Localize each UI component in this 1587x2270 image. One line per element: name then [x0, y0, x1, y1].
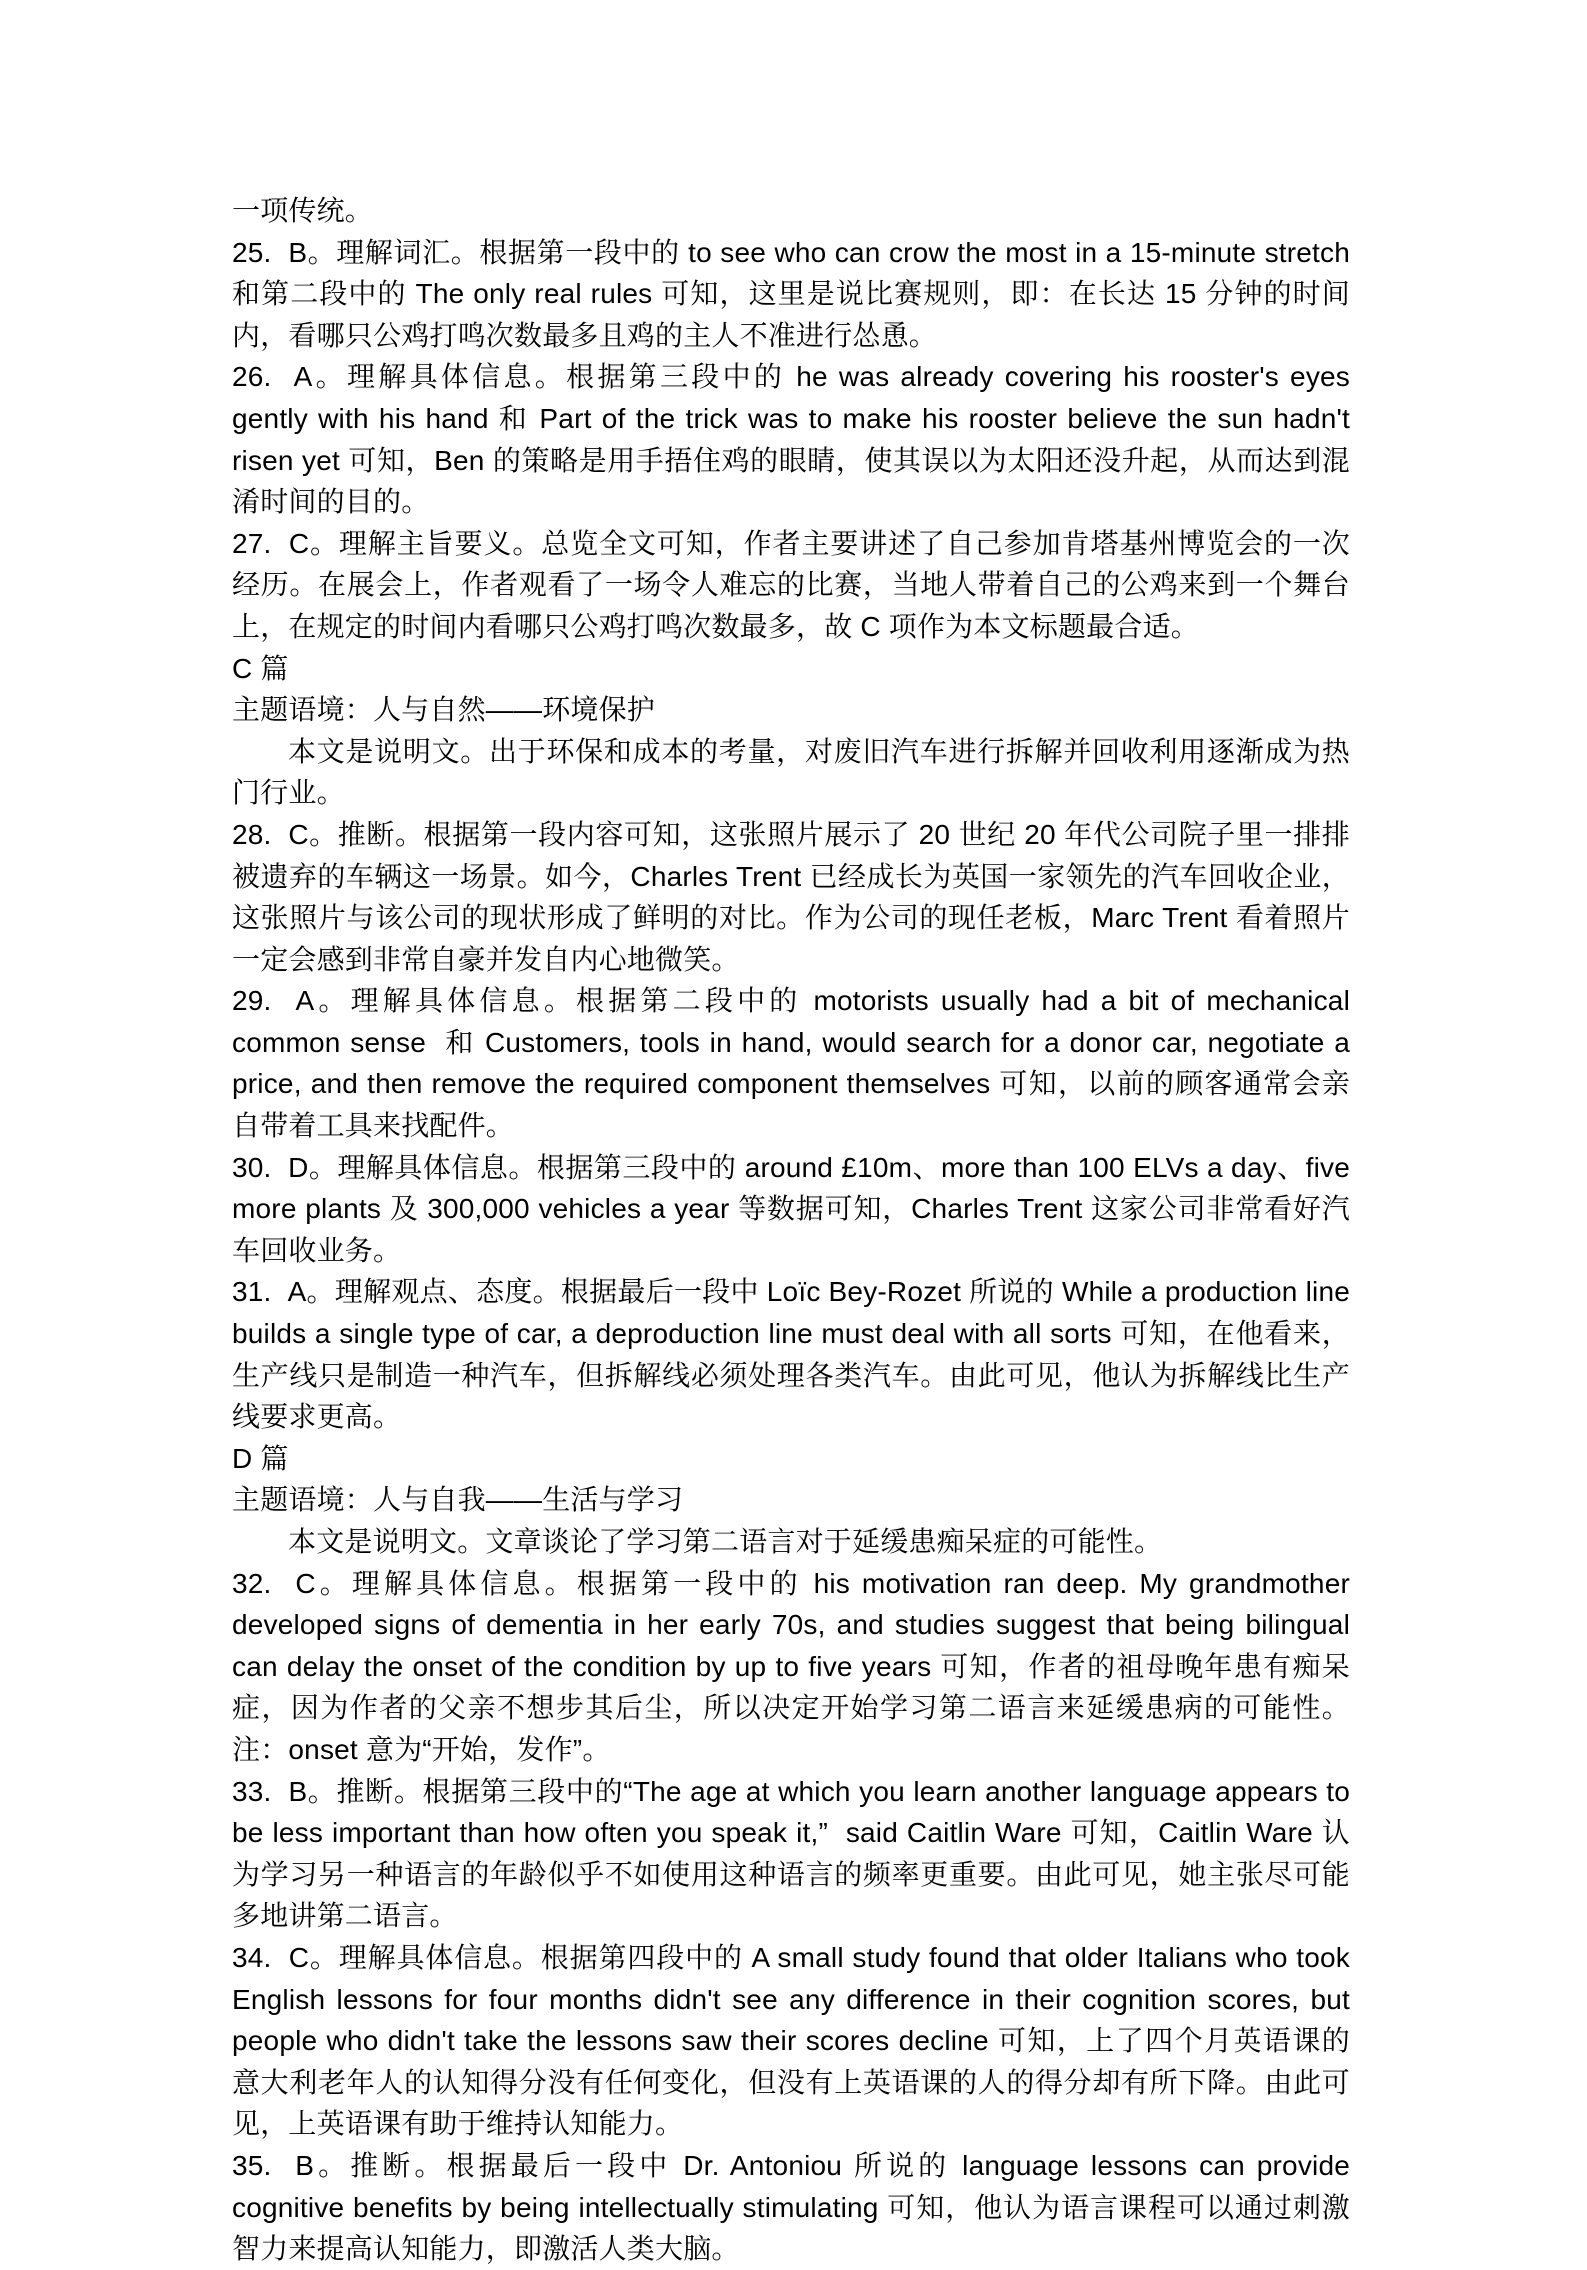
paragraph: 29. A。理解具体信息。根据第二段中的 motorists usually had a bit of mechanical common sense 和 Customers, tools in hand, would search for a donor car, negotiate a price, and then remove the required component themselves 可知，以前的顾客通常会亲自带着工具来找配件。	[232, 985, 1350, 1142]
paragraph: 本文是说明文。出于环保和成本的考量，对废旧汽车进行拆解并回收利用逐渐成为热门行业。	[232, 735, 1350, 809]
paragraph: 30. D。理解具体信息。根据第三段中的 around £10m、more than 100 ELVs a day、five more plants 及 300,000 vehicles a year 等数据可知，Charles Trent 这家公司非常看好汽车回收业务。	[232, 1151, 1350, 1266]
paragraph: 31. A。理解观点、态度。根据最后一段中 Loïc Bey-Rozet 所说的 While a production line builds a single type of car, a deproduction line must deal with all sorts 可知，在他看来，生产线只是制造一种汽车，但拆解线必须处理各类汽车。由此可见，他认为拆解线比生产线要求更高。	[232, 1276, 1350, 1433]
paragraph: 主题语境：人与自然——环境保护	[232, 694, 656, 726]
paragraph: 27. C。理解主旨要义。总览全文可知，作者主要讲述了自己参加肯塔基州博览会的一次经历。在展会上，作者观看了一场令人难忘的比赛，当地人带着自己的公鸡来到一个舞台上，在规定的时间内看哪只公鸡打鸣次数最多，故 C 项作为本文标题最合适。	[232, 527, 1350, 642]
paragraph: 34. C。理解具体信息。根据第四段中的 A small study found that older Italians who took English lessons for four months didn't see any difference in their cognition scores, but people who didn't take the lessons saw their scores decline 可知，上了四个月英语课的意大利老年人的认知得分没有任何变化，但没有上英语课的人的得分却有所下降。由此可见，上英语课有助于维持认知能力。	[232, 1941, 1350, 2140]
paragraph: 32. C。理解具体信息。根据第一段中的 his motivation ran deep. My grandmother developed signs of dementia in her early 70s, and studies suggest that being bilingual can delay the onset of the condition by up to five years 可知，作者的祖母晚年患有痴呆症，因为作者的父亲不想步其后尘，所以决定开始学习第二语言来延缓患病的可能性。注：onset 意为“开始，发作”。	[232, 1567, 1350, 1765]
document-body	[232, 190, 1350, 2270]
paragraph: D 篇	[232, 1442, 289, 1474]
paragraph: 35. B。推断。根据最后一段中 Dr. Antoniou 所说的 language lessons can provide cognitive benefits by being intellectually stimulating 可知，他认为语言课程可以通过刺激智力来提高认知能力，即激活人类大脑。	[232, 2149, 1350, 2265]
paragraph: 一项传统。	[232, 195, 374, 226]
paragraph: 33. B。推断。根据第三段中的“The age at which you learn another language appears to be less important than how often you speak it,” said Caitlin Ware 可知，Caitlin Ware 认为学习另一种语言的年龄似乎不如使用这种语言的频率更重要。由此可见，她主张尽可能多地讲第二语言。	[232, 1775, 1350, 1932]
paragraph: 28. C。推断。根据第一段内容可知，这张照片展示了 20 世纪 20 年代公司院子里一排排被遗弃的车辆这一场景。如今，Charles Trent 已经成长为英国一家领先的汽车回收企业，这张照片与该公司的现状形成了鲜明的对比。作为公司的现任老板，Marc Trent 看着照片一定会感到非常自豪并发自内心地微笑。	[232, 818, 1350, 975]
paragraph: 本文是说明文。文章谈论了学习第二语言对于延缓患痴呆症的可能性。	[288, 1526, 1163, 1557]
paragraph: C 篇	[232, 652, 289, 684]
paragraph: 26. A。理解具体信息。根据第三段中的 he was already covering his rooster's eyes gently with his hand 和 Part of the trick was to make his rooster believe the sun hadn't risen yet 可知，Ben 的策略是用手捂住鸡的眼睛，使其误以为太阳还没升起，从而达到混淆时间的目的。	[232, 361, 1350, 518]
paragraph: 主题语境：人与自我——生活与学习	[232, 1484, 684, 1516]
paragraph: 25. B。理解词汇。根据第一段中的 to see who can crow the most in a 15-minute stretch 和第二段中的 The only real rules 可知，这里是说比赛规则，即：在长达 15 分钟的时间内，看哪只公鸡打鸣次数最多且鸡的主人不准进行怂恿。	[232, 236, 1350, 351]
